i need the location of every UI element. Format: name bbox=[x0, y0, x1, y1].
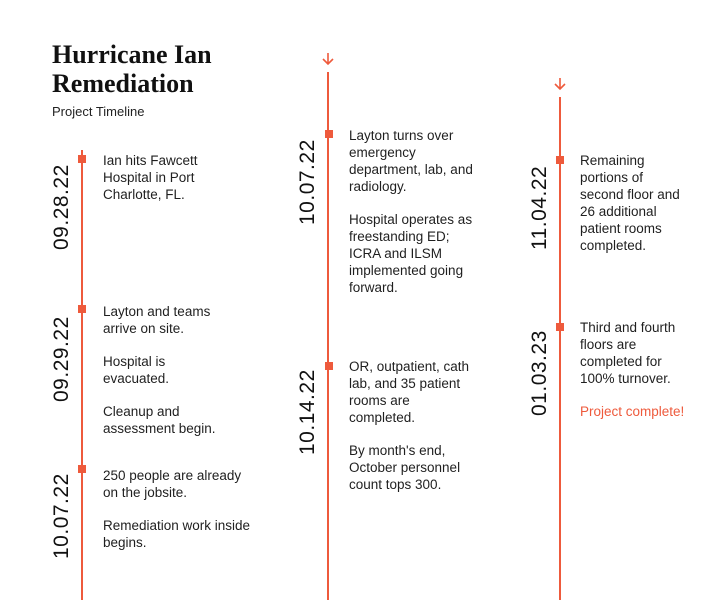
event-paragraph: Remediation work inside begins. bbox=[103, 518, 251, 550]
page-subtitle: Project Timeline bbox=[52, 104, 145, 119]
event-description bbox=[103, 303, 233, 437]
timeline-line-1 bbox=[81, 150, 83, 600]
event-paragraph: Third and fourth floors are completed for 100% turnover. bbox=[580, 320, 676, 386]
event-marker bbox=[325, 362, 333, 370]
event-date: 10.07.22 bbox=[50, 473, 73, 559]
event-marker bbox=[556, 323, 564, 331]
event-marker bbox=[325, 130, 333, 138]
event-description bbox=[580, 152, 690, 254]
event-marker bbox=[78, 465, 86, 473]
event-paragraph: Hospital operates as freestanding ED; ICRA and ILSM implemented going forward. bbox=[349, 212, 473, 295]
event-date: 09.28.22 bbox=[50, 164, 73, 250]
event-date: 01.03.23 bbox=[528, 330, 551, 416]
event-description bbox=[349, 358, 474, 493]
event-description bbox=[349, 127, 474, 296]
arrow-down-icon bbox=[553, 77, 567, 91]
event-paragraph: Layton and teams arrive on site. bbox=[103, 304, 211, 336]
event-date: 11.04.22 bbox=[528, 165, 551, 250]
project-complete-text: Project complete! bbox=[580, 404, 685, 419]
event-description bbox=[103, 467, 253, 551]
timeline-line-2 bbox=[327, 72, 329, 600]
event-paragraph: Cleanup and assessment begin. bbox=[103, 404, 216, 436]
event-paragraph: Remaining portions of second floor and 26 additional patient rooms completed. bbox=[580, 153, 680, 253]
event-date: 10.07.22 bbox=[296, 139, 319, 225]
event-paragraph: By month's end, October personnel count tops 300. bbox=[349, 443, 461, 492]
event-paragraph: Hospital is evacuated. bbox=[103, 354, 170, 386]
event-marker bbox=[78, 305, 86, 313]
event-marker bbox=[78, 155, 86, 163]
event-paragraph: Ian hits Fawcett Hospital in Port Charlotte, FL. bbox=[103, 153, 198, 202]
event-description bbox=[103, 152, 233, 203]
event-marker bbox=[556, 156, 564, 164]
title-line-2: Remediation bbox=[52, 69, 194, 98]
page-title bbox=[52, 40, 282, 98]
event-paragraph: Layton turns over emergency department, lab, and radiology. bbox=[349, 128, 473, 194]
timeline-line-3 bbox=[559, 97, 561, 600]
title-line-1: Hurricane Ian bbox=[52, 40, 212, 69]
event-paragraph: OR, outpatient, cath lab, and 35 patient rooms are completed. bbox=[349, 359, 470, 425]
arrow-down-icon bbox=[321, 52, 335, 66]
event-date: 09.29.22 bbox=[50, 316, 73, 402]
event-description bbox=[580, 319, 690, 420]
event-date: 10.14.22 bbox=[296, 369, 319, 455]
event-paragraph: 250 people are already on the jobsite. bbox=[103, 468, 242, 500]
